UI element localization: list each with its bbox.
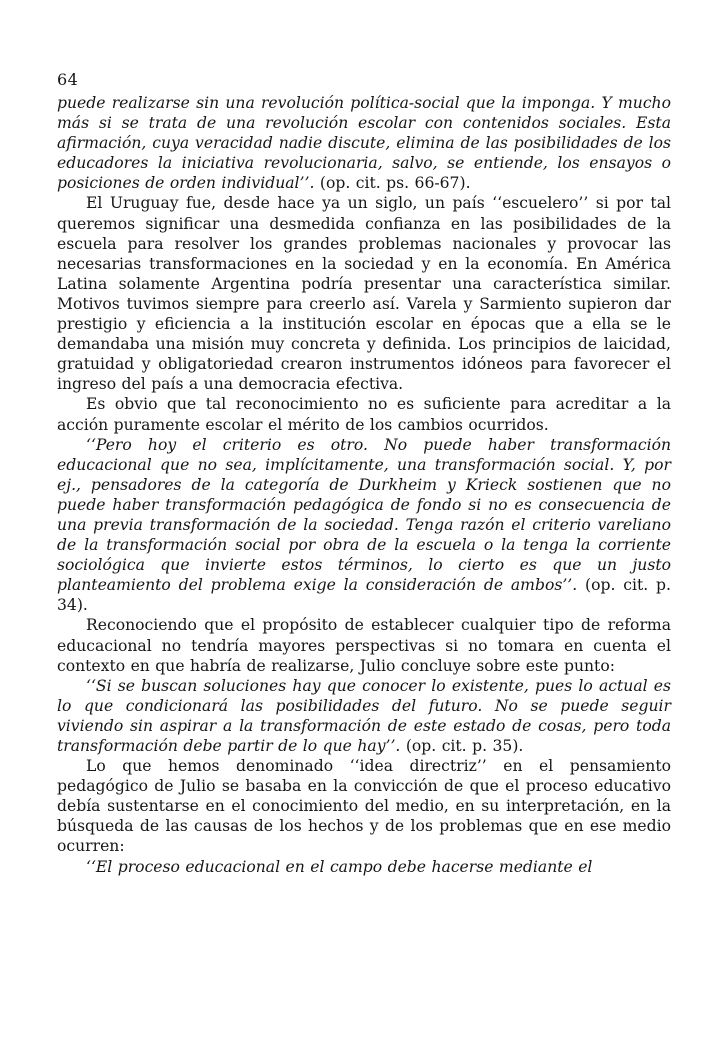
paragraph [57, 857, 671, 877]
paragraph [57, 93, 671, 193]
body-text: El Uruguay fue, desde hace ya un siglo, un país ‘‘escuelero’’ si por tal queremos significar una desmedida confianza en las posibilidades de la escuela para resolver los grandes problemas nacionales y provocar las necesarias transformaciones en la sociedad y en la economía. En América Latina solamente Argentina podría presentar una característica similar. Motivos tuvimos siempre para creerlo así. Varela y Sarmiento supieron dar prestigio y eficiencia a la institución escolar en épocas que a ella se le demandaba una misión muy concreta y definida. Los principios de laicidad, gratuidad y obligatoriedad crearon instrumentos idóneos para favorecer el ingreso del país a una democracia efectiva. [57, 194, 671, 394]
body-text: (op. cit. p. 35). [400, 737, 524, 755]
paragraph [57, 756, 671, 856]
quote-text: puede realizarse sin una revolución política-social que la imponga. Y mucho más si se trata de una revolución escolar con contenidos sociales. Esta afirmación, cuya veracidad nadie discute, elimina de las posibilidades de los educadores la iniciativa revolucionaria, salvo, se entiende, los ensayos o posiciones de orden individual’’. [57, 94, 671, 193]
quote-text: ‘‘El proceso educacional en el campo debe hacerse mediante el [86, 857, 593, 876]
quote-text: ‘‘Si se buscan soluciones hay que conocer lo existente, pues lo actual es lo que condicionará las posibilidades del futuro. No se puede seguir viviendo sin aspirar a la transformación de este estado de cosas, pero toda transformación debe partir de lo que hay’’. [57, 676, 671, 755]
body-text: (op. cit. ps. 66-67). [314, 174, 471, 193]
page-text [57, 93, 671, 877]
paragraph [57, 615, 671, 675]
page-number: 64 [57, 70, 79, 89]
body-text: Reconociendo que el propósito de establecer cualquier tipo de reforma educacional no tendría mayores perspectivas si no tomara en cuenta el contexto en que habría de realizarse, Julio concluye sobre este punto: [57, 616, 671, 675]
body-text: Lo que hemos denominado ‘‘idea directriz’’ en el pensamiento pedagógico de Julio se basaba en la convicción de que el proceso educativo debía sustentarse en el conocimiento del medio, en su interpretación, en la búsqueda de las causas de los hechos y de los problemas que en ese medio ocurren: [57, 757, 671, 856]
quote-text: ‘‘Pero hoy el criterio es otro. No puede haber transformación educacional que no sea, implícitamente, una transformación social. Y, por ej., pensadores de la categoría de Durkheim y Krieck sostienen que no puede haber transformación pedagógica de fondo si no es consecuencia de una previa transformación de la sociedad. Tenga razón el criterio vareliano de la transformación social por obra de la escuela o la tenga la corriente sociológica que invierte estos términos, lo cierto es que un justo planteamiento del problema exige la consideración de ambos’’. [57, 435, 671, 595]
paragraph [57, 193, 671, 394]
paragraph [57, 435, 671, 616]
body-text: Es obvio que tal reconocimiento no es suficiente para acreditar a la acción puramente escolar el mérito de los cambios ocurridos. [57, 395, 671, 434]
body-text: (op. cit. p. 34). [57, 576, 671, 615]
paragraph [57, 394, 671, 434]
paragraph [57, 676, 671, 756]
